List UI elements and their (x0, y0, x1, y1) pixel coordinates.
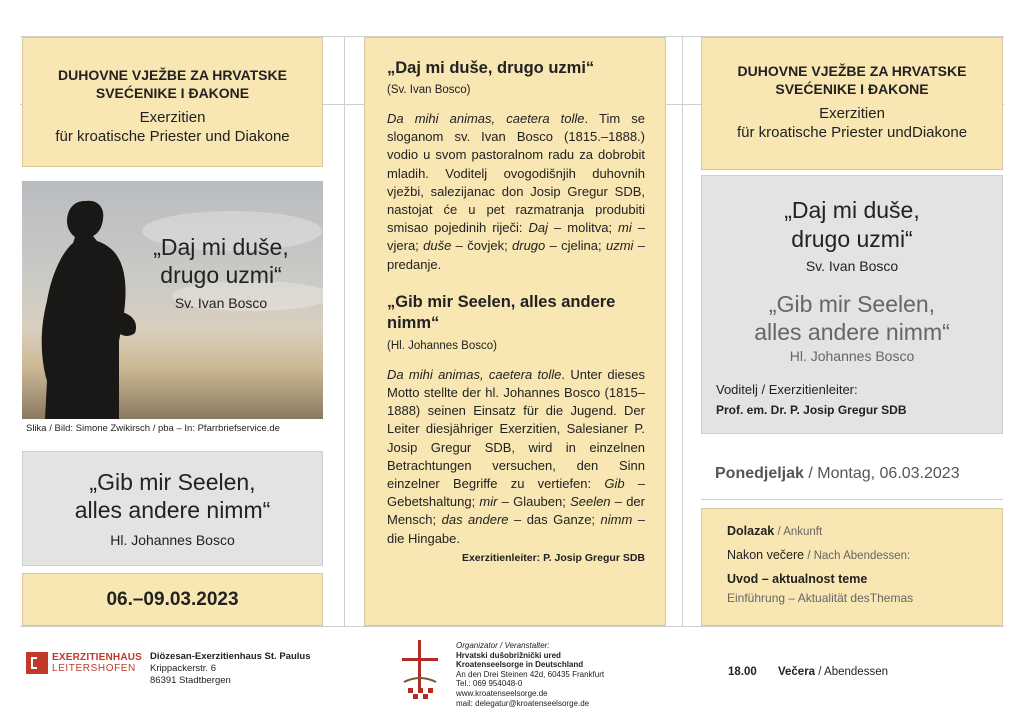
day-hr: Ponedjeljak (715, 465, 804, 482)
dates-panel (22, 573, 323, 626)
de-word: mir (479, 494, 498, 510)
left-quote-panel (22, 451, 323, 566)
right-title-panel (701, 37, 1003, 170)
org-mail: mail: delegatur@kroatenseelsorge.de (456, 698, 590, 708)
day-de-date: / Montag, 06.03.2023 (803, 465, 960, 482)
logo-line2: LEITERSHOFEN (52, 663, 136, 674)
de-text: – die Hingabe. (387, 512, 645, 546)
intro-hr: Uvod – aktualnost teme (727, 572, 868, 586)
left-heading-line2: SVEĆENIKE I ĐAKONE (95, 85, 250, 101)
hr-word: mi (618, 220, 632, 236)
de-word: Gib (604, 476, 625, 492)
gap-line-1 (344, 36, 345, 626)
right-quote-de-line1: „Gib mir Seelen, (768, 291, 936, 317)
right-subheading-line2: für kroatische Priester undDiakone (736, 124, 968, 141)
photo-quote-line2: drugo uzmi“ (160, 262, 282, 288)
hr-text: – vjera; (387, 220, 645, 254)
house-city: 86391 Stadtbergen (150, 675, 231, 686)
left-heading-line1: DUHOVNE VJEŽBE ZA HRVATSKE (58, 67, 287, 83)
footer-logo (26, 652, 144, 674)
schedule-panel (701, 508, 1003, 626)
middle-hr-title: „Daj mi duše, drugo uzmi“ (387, 59, 595, 77)
hr-motto: Da mihi animas, caetera tolle (387, 111, 585, 126)
org-name-de: Kroatenseelsorge in Deutschland (456, 660, 584, 670)
hr-text: – molitva; (548, 220, 619, 236)
hr-word: uzmi (605, 238, 634, 254)
hr-word: drugo (512, 238, 546, 254)
right-quote-hr-author: Sv. Ivan Bosco (805, 258, 899, 274)
org-tel: Tel.: 069 954048-0 (456, 679, 523, 689)
day-header (701, 440, 1003, 500)
de-word: Seelen (570, 494, 611, 510)
footer-divider (20, 626, 1004, 627)
de-text: – Gebetshaltung; (387, 476, 645, 510)
org-name-hr: Hrvatski dušobrižnički ured (456, 650, 561, 660)
left-title-panel (22, 37, 323, 167)
right-subheading-line1: Exerzitien (819, 105, 885, 122)
after-dinner-de: / Nach Abendessen: (804, 550, 911, 562)
org-web: www.kroatenseelsorge.de (456, 688, 548, 698)
left-quote-de-author: Hl. Johannes Bosco (110, 532, 235, 548)
middle-hr-paragraph (387, 110, 645, 274)
right-quote-de-author: Hl. Johannes Bosco (789, 348, 915, 364)
middle-leader: Exerzitienleiter: P. Josip Gregur SDB (461, 551, 645, 564)
middle-de-paragraph (387, 366, 645, 548)
hr-word: duše (423, 238, 452, 254)
photo-quote-line1: „Daj mi duše, (153, 234, 289, 260)
middle-de-author: (Hl. Johannes Bosco) (387, 339, 497, 352)
house-name: Diözesan-Exerzitienhaus St. Paulus (150, 651, 311, 662)
middle-text-panel (364, 37, 666, 626)
dinner-de: / Abendessen (815, 666, 888, 678)
logo-line1: EXERZITIENHAUS (52, 652, 143, 663)
hr-text: – cjelina; (545, 238, 606, 254)
arrival-de: / Ankunft (774, 526, 823, 538)
de-text: – das Ganze; (508, 512, 601, 528)
event-dates: 06.–09.03.2023 (106, 589, 239, 610)
dinner-row (728, 666, 998, 678)
de-text: – der Mensch; (387, 494, 645, 528)
house-address (150, 651, 340, 687)
hr-text: – čovjek; (451, 238, 513, 254)
organizer-block (456, 641, 686, 708)
gap-line-2 (682, 36, 683, 626)
left-quote-de-line2: alles andere nimm“ (74, 497, 271, 523)
right-leader-label: Voditelj / Exerzitienleiter: (716, 382, 858, 397)
bosco-photo (22, 181, 323, 419)
dinner-hr: Večera (777, 666, 816, 678)
hr-text: . Tim se sloganom sv. Ivan Bosco (1815.–1888.) vodio u svom pastoralnom radu za dobrobit mladih. Voditelj ovogodišnjih duhovnih vježbi, salezijanac don Josip Gregur SDB, nastojat će u pet razmatranja produbiti smisao pojedinih riječi: (387, 111, 645, 236)
dinner-time: 18.00 (728, 666, 757, 678)
intro-de: Einführung – Aktualität desThemas (727, 591, 914, 605)
left-subheading-line1: Exerzitien (139, 109, 206, 126)
de-word: das andere (441, 512, 509, 528)
hr-word: Daj (528, 220, 549, 236)
left-subheading-line2: für kroatische Priester und Diakone (55, 128, 290, 145)
right-heading-line2: SVEĆENIKE I ĐAKONE (775, 81, 929, 97)
arrival-hr: Dolazak (727, 524, 775, 538)
photo-credit: Slika / Bild: Simone Zwikirsch / pba – In: Pfarrbriefservice.de (26, 423, 280, 434)
photo-author: Sv. Ivan Bosco (174, 295, 268, 311)
right-quote-panel (701, 175, 1003, 434)
left-quote-de-line1: „Gib mir Seelen, (89, 469, 256, 495)
org-address: An den Drei Steinen 42d, 60435 Frankfurt (456, 669, 605, 679)
house-street: Krippackerstr. 6 (150, 663, 216, 674)
cross-logo-icon (398, 638, 442, 704)
right-heading-line1: DUHOVNE VJEŽBE ZA HRVATSKE (737, 63, 967, 79)
right-quote-de-line2: alles andere nimm“ (754, 319, 950, 345)
logo-mark-icon (26, 652, 48, 674)
de-motto: Da mihi animas, caetera tolle (387, 366, 562, 382)
right-quote-hr-line1: „Daj mi duše, (784, 197, 920, 223)
middle-hr-author: (Sv. Ivan Bosco) (387, 84, 471, 96)
after-dinner-hr: Nakon večere (727, 548, 805, 562)
de-word: nimm (600, 512, 633, 528)
org-label: Organizator / Veranstalter: (456, 641, 550, 650)
right-leader-name: Prof. em. Dr. P. Josip Gregur SDB (716, 403, 907, 417)
right-quote-hr-line2: drugo uzmi“ (791, 226, 913, 252)
de-text: – Glauben; (497, 494, 571, 510)
hr-text: – predanje. (387, 238, 645, 272)
middle-de-title: „Gib mir Seelen, alles andere nimm“ (387, 292, 616, 332)
de-text: . Unter dieses Motto stellte der hl. Johannes Bosco (1815–1888) seinen Einsatz für die Jugend. Der Leiter diesjähriger Exerzitien, Salesianer P. Josip Gregur SDB, wird in einzelnen Betrachtungen versuchen, den Sinn einzelner Begriffe zu vertiefen: (387, 366, 645, 492)
